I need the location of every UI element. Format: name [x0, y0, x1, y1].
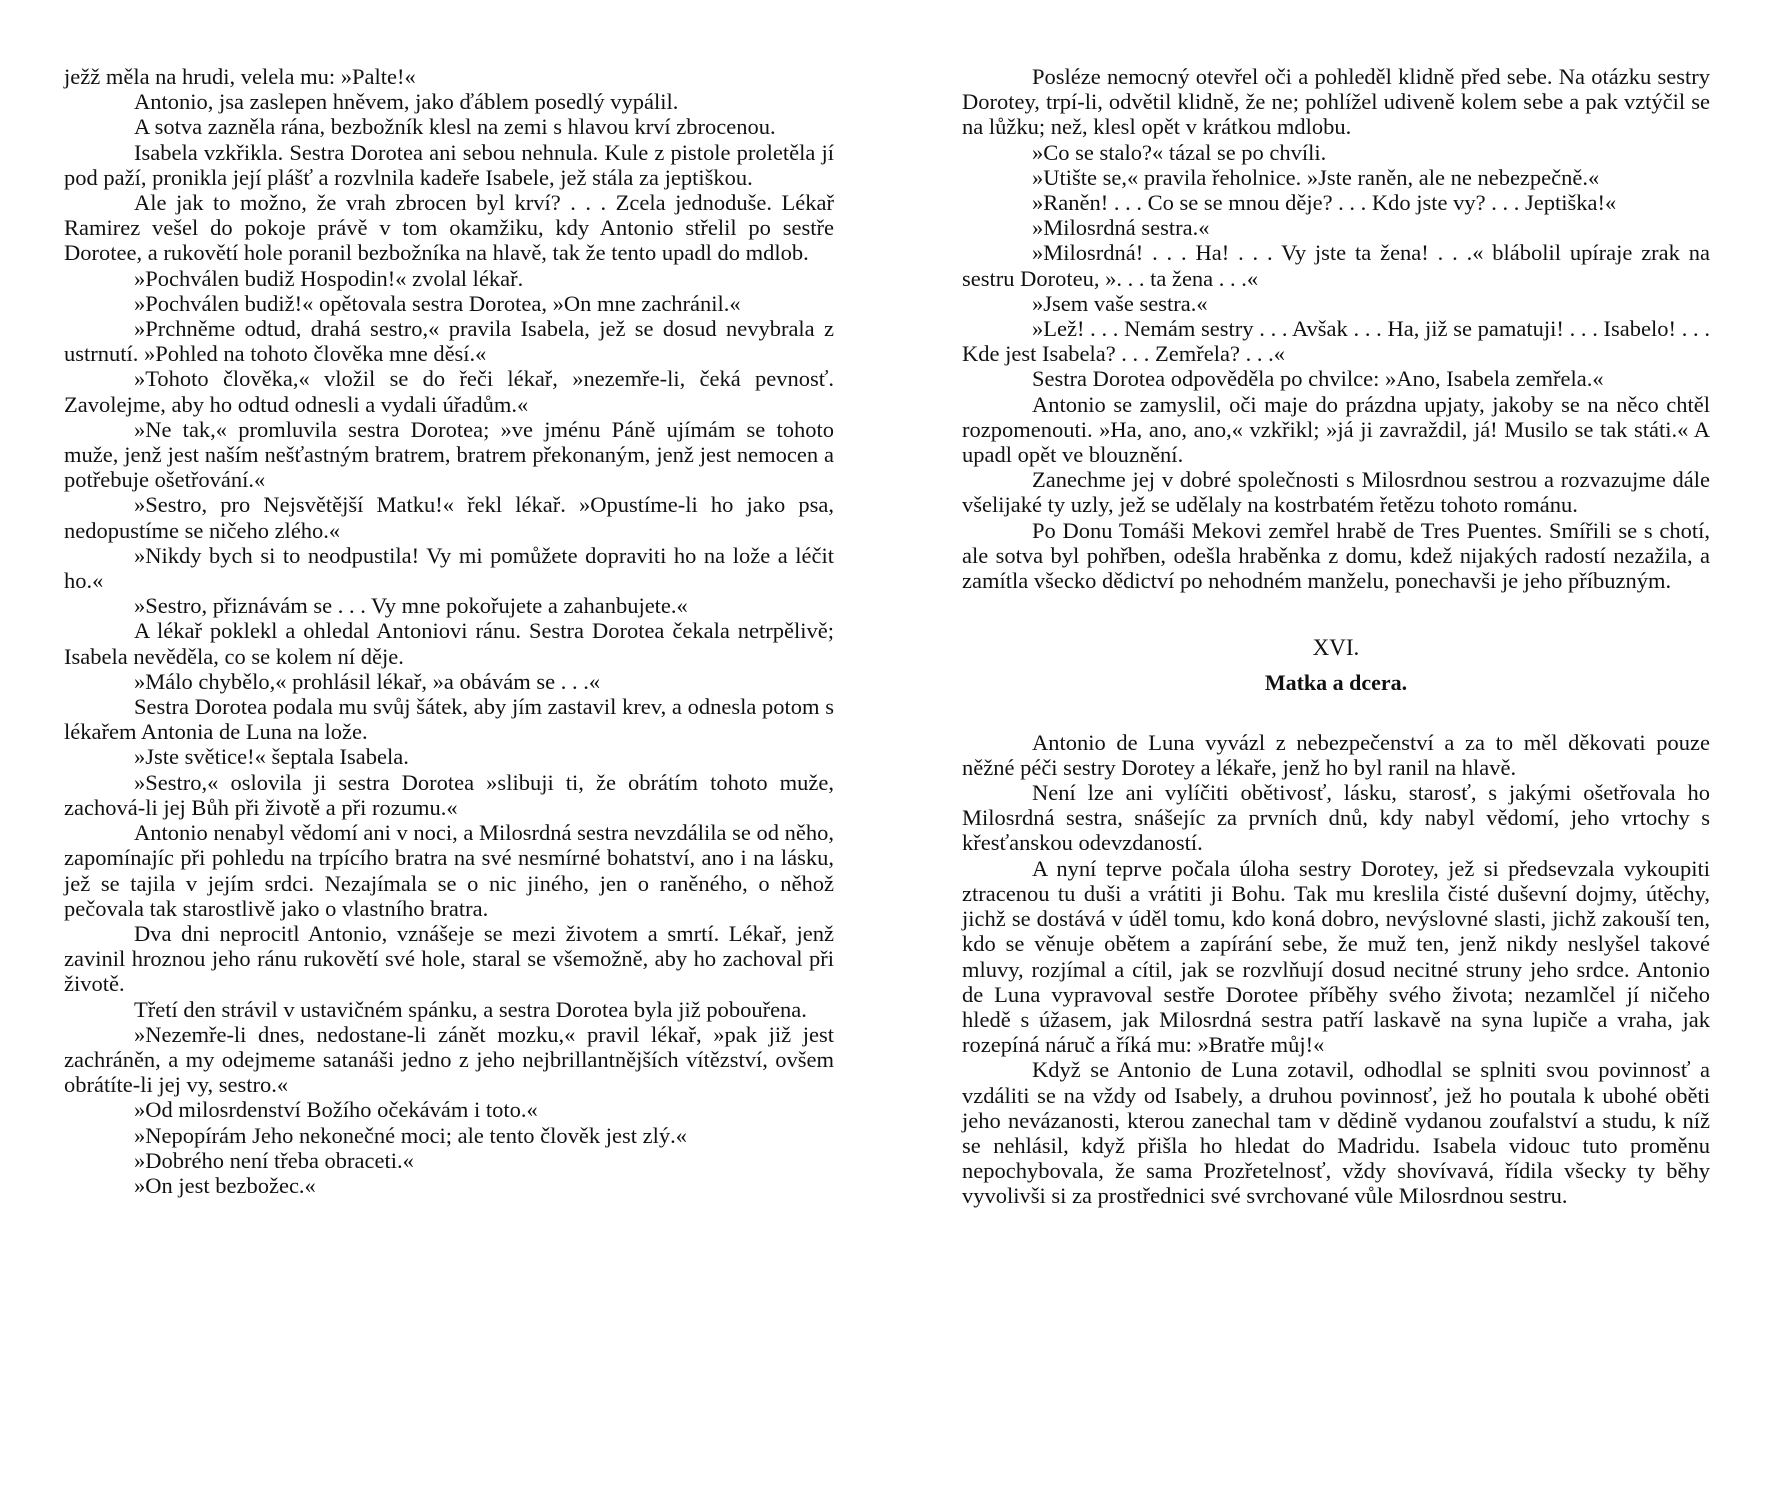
- paragraph: »On jest bezbožec.«: [134, 1172, 316, 1198]
- paragraph: Po Donu Tomáši Mekovi zemřel hrabě de Tres Puentes. Smířili se s chotí, ale sotva byl pohřben, odešla hraběnka z domu, kdež nijakých radostí nezažila, a zamítla všecko dědictví po nehodném manželu, ponechavši je jeho příbuzným.: [962, 517, 1710, 594]
- paragraph: »Pochválen budiž Hospodin!« zvolal lékař.: [134, 265, 524, 291]
- paragraph: »Co se stalo?« tázal se po chvíli.: [1032, 139, 1327, 165]
- paragraph: »Ne tak,« promluvila sestra Dorotea; »ve jménu Páně ujímám se tohoto muže, jenž jest naším nešťastným bratrem, bratrem překonaným, jenž jest nemocen a potřebuje ošetřování.«: [64, 416, 834, 493]
- paragraph: Když se Antonio de Luna zotavil, odhodlal se splniti svou povinnosť a vzdáliti se na vždy od Isabely, a druhou povinnosť, jež ho poutala k ubohé oběti jeho nevázanosti, kterou zanechal tam v dědině vydanou zoufalství a studu, k níž se nehlásil, když přišla ho hledat do Madridu. Isabela vidouc tuto proměnu nepochybovala, že sama Prozřetelnosť, vždy shovívavá, řídila všecky ty běhy vyvolivši si za prostřednici své svrchované vůle Milosrdnou sestru.: [962, 1057, 1710, 1209]
- paragraph: Dva dni neprocitl Antonio, vznášeje se mezi životem a smrtí. Lékař, jenž zavinil hroznou jeho ránu rukovětí své hole, staral se všemožně, aby ho zachoval při životě.: [64, 920, 834, 997]
- paragraph: »Nikdy bych si to neodpustila! Vy mi pomůžete dopraviti ho na lože a léčit ho.«: [64, 542, 834, 594]
- chapter-title: Matka a dcera.: [1264, 670, 1408, 696]
- paragraph: »Sestro, pro Nejsvětější Matku!« řekl lékař. »Opustíme-li ho jako psa, nedopustíme se ničeho zlého.«: [64, 492, 834, 543]
- paragraph: A lékař poklekl a ohledal Antoniovi ránu. Sestra Dorotea čekala netrpělivě; Isabela nevěděla, co se kolem ní děje.: [64, 618, 834, 669]
- paragraph: »Nepopírám Jeho nekonečné moci; ale tento člověk jest zlý.«: [134, 1122, 687, 1148]
- paragraph: »Milosrdná sestra.«: [1032, 215, 1210, 241]
- paragraph: »Nezemře-li dnes, nedostane-li zánět mozku,« pravil lékař, »pak již jest zachráněn, a my odejmeme satanáši jedno z jeho nejbrillantnějších vítězství, ovšem obrátíte-li jej vy, sestro.«: [64, 1021, 834, 1098]
- paragraph: Ale jak to možno, že vrah zbrocen byl krví? . . . Zcela jednoduše. Lékař Ramirez vešel do pokoje právě v tom okamžiku, kdy Antonio střelil po sestře Dorotee, a rukovětí hole poranil bezbožníka na hlavě, tak že tento upadl do mdlob.: [64, 190, 834, 266]
- paragraph: Sestra Dorotea podala mu svůj šátek, aby jím zastavil krev, a odnesla potom s lékařem Antonia de Luna na lože.: [64, 694, 834, 745]
- paragraph: Antonio nenabyl vědomí ani v noci, a Milosrdná sestra nevzdálila se od něho, zapomínajíc při pohledu na trpícího bratra na své nesmírné bohatství, ano i na lásku, jež se tajila v jejím srdci. Nezajímala se o nic jiného, jen o raněného, o něhož pečovala tak starostlivě jako o vlastního bratra.: [64, 820, 834, 921]
- paragraph: Není lze ani vylíčiti obětivosť, lásku, starosť, s jakými ošetřovala ho Milosrdná sestra, snášejíc za prvních dnů, kdy nabyl vědomí, jeho vrtochy s křesťanskou odevzdaností.: [962, 780, 1710, 856]
- paragraph: »Sestro, přiznávám se . . . Vy mne pokořujete a zahanbujete.«: [134, 593, 688, 619]
- paragraph: Antonio de Luna vyvázl z nebezpečenství a za to měl děkovati pouze něžné péči sestry Dorotey a lékaře, jenž ho byl ranil na hlavě.: [962, 729, 1710, 780]
- paragraph: »Prchněme odtud, drahá sestro,« pravila Isabela, jež se dosud nevybrala z ustrnutí. »Pohled na tohoto člověka mne děsí.«: [64, 316, 834, 367]
- paragraph: Třetí den strávil v ustavičném spánku, a sestra Dorotea byla již pobouřena.: [134, 996, 807, 1022]
- paragraph: A sotva zazněla rána, bezbožník klesl na zemi s hlavou krví zbrocenou.: [134, 114, 776, 140]
- paragraph: »Dobrého není třeba obraceti.«: [134, 1147, 414, 1173]
- paragraph: »Sestro,« oslovila ji sestra Dorotea »slibuji ti, že obrátím tohoto muže, zachová-li jej Bůh při životě a při rozumu.«: [64, 769, 834, 820]
- paragraph: Antonio, jsa zaslepen hněvem, jako ďáblem posedlý vypálil.: [134, 89, 679, 115]
- paragraph: »Milosrdná! . . . Ha! . . . Vy jste ta žena! . . .« blábolil upíraje zrak na sestru Doroteu, ». . . ta žena . . .«: [962, 240, 1710, 291]
- paragraph: ježž měla na hrudi, velela mu: »Palte!«: [64, 64, 416, 89]
- paragraph: »Utište se,« pravila řeholnice. »Jste raněn, ale ne nebezpečně.«: [1032, 164, 1600, 190]
- paragraph: »Jsem vaše sestra.«: [1032, 290, 1208, 316]
- paragraph: »Tohoto člověka,« vložil se do řeči lékař, »nezemře-li, čeká pevnosť. Zavolejme, aby ho odtud odnesli a vydali úřadům.«: [64, 366, 834, 417]
- paragraph: A nyní teprve počala úloha sestry Dorotey, jež si předsevzala vykoupiti ztracenou tu duši a vrátiti ji Bohu. Tak mu kreslila čisté duševní dojmy, útěchy, jichž se dostává v úděl tomu, kdo koná dobro, nevýslovné slasti, jichž zakouší ten, kdo se věnuje obětem a zapírání sebe, že muž ten, jenž nikdy neslyšel takové mluvy, rozjímal a cítil, jak se rozvlňují dosud necitné struny jeho srdce. Antonio de Luna vypravoval sestře Dorotee příběhy svého života; nezamlčel jí ničeho hledě s úžasem, jak Milosrdná sestra patří laskavě na syna lupiče a vraha, jak rozepíná náruč a říká mu: »Bratře můj!«: [962, 855, 1710, 1058]
- paragraph: »Od milosrdenství Božího očekávám i toto.«: [134, 1097, 538, 1123]
- right-page: [962, 64, 1710, 1209]
- left-page: [64, 64, 834, 1198]
- chapter-number: XVI.: [1312, 635, 1360, 661]
- paragraph: »Pochválen budiž!« opětovala sestra Dorotea, »On mne zachránil.«: [134, 290, 741, 316]
- paragraph: Isabela vzkřikla. Sestra Dorotea ani sebou nehnula. Kule z pistole proletěla jí pod paží, pronikla její plášť a rozvlnila kadeře Isabele, jež stála za jeptiškou.: [64, 139, 834, 190]
- paragraph: »Raněn! . . . Co se se mnou děje? . . . Kdo jste vy? . . . Jeptiška!«: [1032, 190, 1617, 216]
- paragraph: »Lež! . . . Nemám sestry . . . Avšak . . . Ha, již se pamatuji! . . . Isabelo! . . . Kde jest Isabela? . . . Zemřela? . . .«: [962, 316, 1710, 367]
- paragraph: »Málo chybělo,« prohlásil lékař, »a obávám se . . .«: [134, 668, 601, 694]
- paragraph: Posléze nemocný otevřel oči a pohleděl klidně před sebe. Na otázku sestry Dorotey, trpí-li, odvětil klidně, že ne; pohlížel udiveně kolem sebe a pak vztýčil se na lůžku; než, klesl opět v krátkou mdlobu.: [962, 64, 1710, 140]
- paragraph: Antonio se zamyslil, oči maje do prázdna upjaty, jakoby se na něco chtěl rozpomenouti. »Ha, ano, ano,« vzkřikl; »já ji zavraždil, já! Musilo se tak státi.« A upadl opět ve blouznění.: [962, 391, 1710, 468]
- paragraph: Sestra Dorotea odpověděla po chvilce: »Ano, Isabela zemřela.«: [1032, 366, 1604, 392]
- paragraph: Zanechme jej v dobré společnosti s Milosrdnou sestrou a rozvazujme dále všelijaké ty uzly, jež se udělaly na kostrbatém řetězu tohoto románu.: [962, 467, 1710, 518]
- paragraph: »Jste světice!« šeptala Isabela.: [134, 744, 409, 770]
